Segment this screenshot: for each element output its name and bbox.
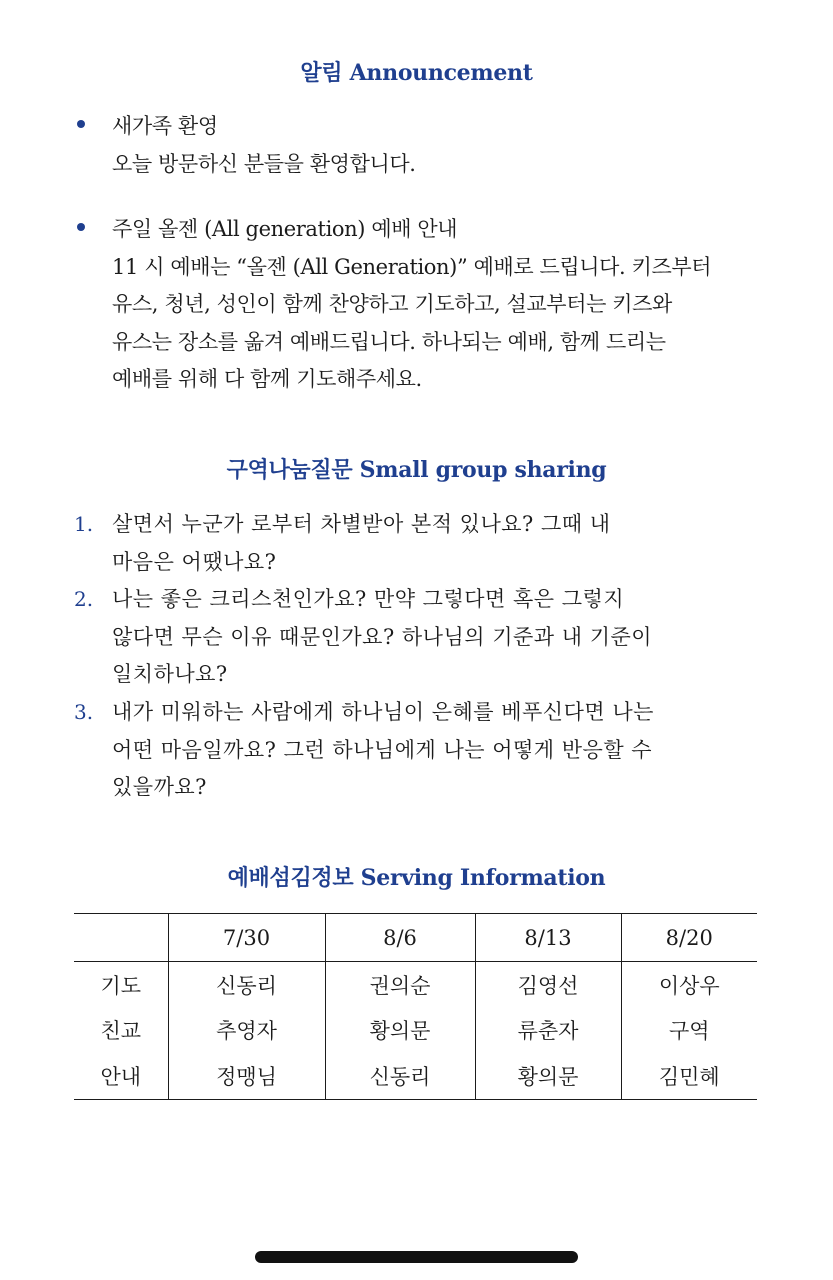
question-line: 일치하나요? [112, 662, 228, 686]
home-indicator[interactable] [255, 1251, 578, 1263]
serving-name-cell: 류춘자 [475, 1008, 621, 1054]
serving-role-cell: 친교 [100, 1019, 142, 1044]
sharing-heading: 구역나눔질문 Small group sharing [226, 457, 607, 483]
question-number: 1. [74, 512, 94, 536]
serving-name-cell: 구역 [621, 1008, 757, 1054]
question-number: 3. [74, 700, 94, 724]
serving-corner-cell [74, 914, 168, 962]
question-text [112, 506, 762, 581]
serving-name-cell: 정맹님 [168, 1053, 325, 1099]
table-row [74, 962, 757, 1008]
announcement-item-text: 유스, 청년, 성인이 함께 찬양하고 기도하고, 설교부터는 키즈와 [112, 292, 672, 316]
serving-role-cell: 안내 [100, 1064, 142, 1089]
announcement-item-text: 오늘 방문하신 분들을 환영합니다. [112, 151, 416, 176]
serving-date-header: 8/13 [475, 914, 621, 962]
question-line: 있을까요? [112, 775, 207, 799]
question-line: 나는 좋은 크리스천인가요? 만약 그렇다면 혹은 그렇지 [112, 587, 625, 611]
serving-header-row [74, 914, 757, 962]
serving-name-cell: 김민혜 [621, 1053, 757, 1099]
serving-name-cell: 김영선 [475, 962, 621, 1008]
serving-heading: 예배섬김정보 Serving Information [227, 865, 606, 891]
announcement-item-title: 주일 올젠 (All generation) 예배 안내 [112, 217, 458, 241]
serving-name-cell: 신동리 [325, 1053, 475, 1099]
serving-date-header: 8/6 [325, 914, 475, 962]
serving-name-cell: 황의문 [475, 1053, 621, 1099]
announcement-item-text: 11 시 예배는 “올젠 (All Generation)” 예배로 드립니다. 키즈부터 [112, 254, 712, 279]
serving-name-cell: 신동리 [168, 962, 325, 1008]
question-line: 않다면 무슨 이유 때문인가요? 하나님의 기준과 내 기준이 [112, 624, 653, 649]
serving-role-cell: 기도 [100, 973, 142, 998]
question-line: 내가 미워하는 사람에게 하나님이 은혜를 베푸신다면 나는 [112, 700, 654, 724]
bullet-icon [77, 223, 85, 231]
serving-name-cell: 황의문 [325, 1008, 475, 1054]
serving-table [74, 913, 757, 1100]
announcement-item-text: 유스는 장소를 옮겨 예배드립니다. 하나되는 예배, 함께 드리는 [112, 329, 666, 354]
announcement-heading: 알림 Announcement [300, 60, 533, 86]
serving-date-header: 7/30 [168, 914, 325, 962]
announcement-item-body [112, 211, 762, 399]
question-line: 마음은 어땠나요? [112, 549, 277, 574]
bullet-icon [77, 120, 85, 128]
table-row [74, 1008, 757, 1054]
question-text [112, 694, 762, 807]
announcement-item-text: 예배를 위해 다 함께 기도해주세요. [112, 367, 422, 391]
question-text [112, 581, 762, 694]
serving-name-cell: 이상우 [621, 962, 757, 1008]
question-line: 어떤 마음일까요? 그런 하나님에게 나는 어떻게 반응할 수 [112, 737, 653, 762]
announcement-item-title: 새가족 환영 [112, 114, 218, 138]
announcement-item-body [112, 108, 762, 183]
serving-date-header: 8/20 [621, 914, 757, 962]
table-row [74, 1053, 757, 1099]
serving-name-cell: 권의순 [325, 962, 475, 1008]
serving-name-cell: 추영자 [168, 1008, 325, 1054]
question-line: 살면서 누군가 로부터 차별받아 본적 있나요? 그때 내 [112, 512, 611, 536]
question-number: 2. [74, 587, 94, 611]
